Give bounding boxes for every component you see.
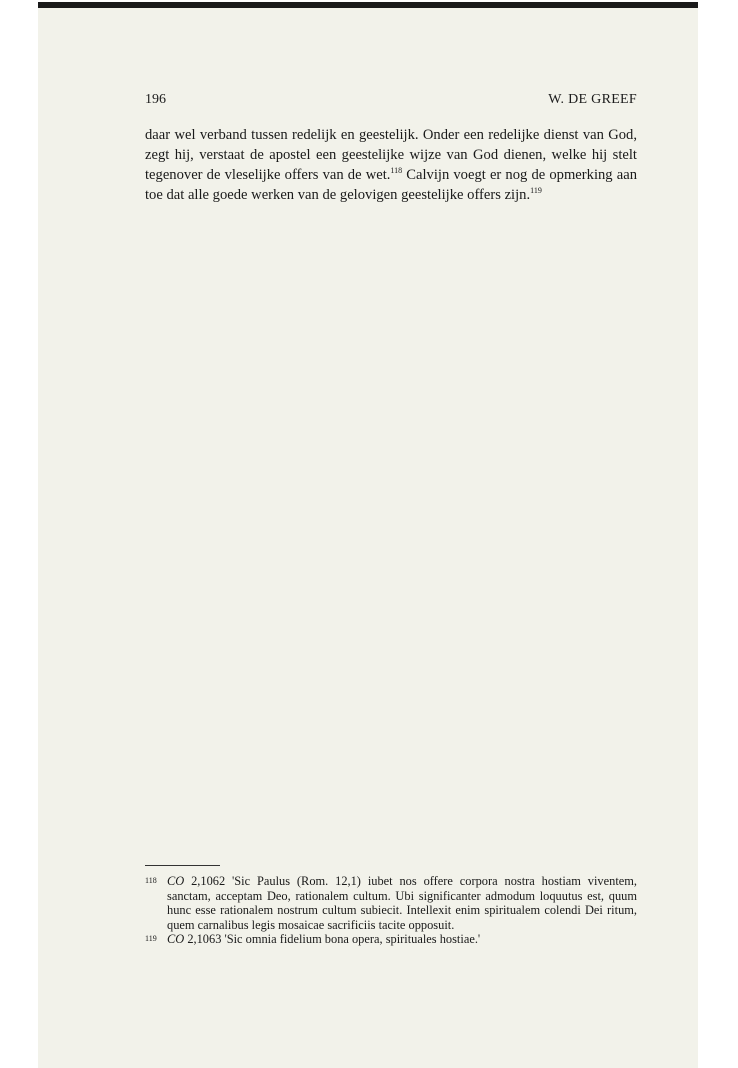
footnote-source: CO xyxy=(167,874,185,888)
footnote-item xyxy=(145,874,637,932)
body-paragraph xyxy=(145,125,637,205)
page-header xyxy=(145,92,637,112)
paragraph-text: daar wel verband tussen redelijk en geestelijk. Onder een redelijke dienst van God, zegt hij, verstaat de apostel een geestelijke wijze van God dienen, welke hij stelt tegenover de vleselijke offers van de wet. xyxy=(145,127,637,183)
footnote-source: CO xyxy=(167,932,185,946)
footnotes xyxy=(145,874,637,947)
footnote-reference[interactable]: 118 xyxy=(390,166,403,175)
footnote-number: 119 xyxy=(145,934,157,943)
book-page xyxy=(38,2,698,1068)
footnote-reference[interactable]: 119 xyxy=(530,186,542,195)
footnote-text: 2,1062 'Sic Paulus (Rom. 12,1) iubet nos offere corpora nostra hostiam viventem, sanctam, acceptam Deo, rationalem cultum. Ubi significanter admodum loquutus est, quum hunc esse rationalem nostrum cultum subiecit. Intellexit enim spiritualem colendi Dei ritum, quem carnalibus legis mosaicae sacrificiis tacite opposuit. xyxy=(167,874,637,932)
footnote-text: 2,1063 'Sic omnia fidelium bona opera, spirituales hostiae.' xyxy=(184,932,481,946)
page-number: 196 xyxy=(145,92,166,107)
footnote-divider xyxy=(145,865,220,866)
footnote-number: 118 xyxy=(145,876,157,885)
running-head: W. DE GREEF xyxy=(548,92,637,107)
paragraph-text: Calvijn voegt er nog de opmerking aan toe dat alle goede werken van de gelovigen geestelijke offers zijn. xyxy=(145,167,637,203)
footnote-item xyxy=(145,932,637,947)
